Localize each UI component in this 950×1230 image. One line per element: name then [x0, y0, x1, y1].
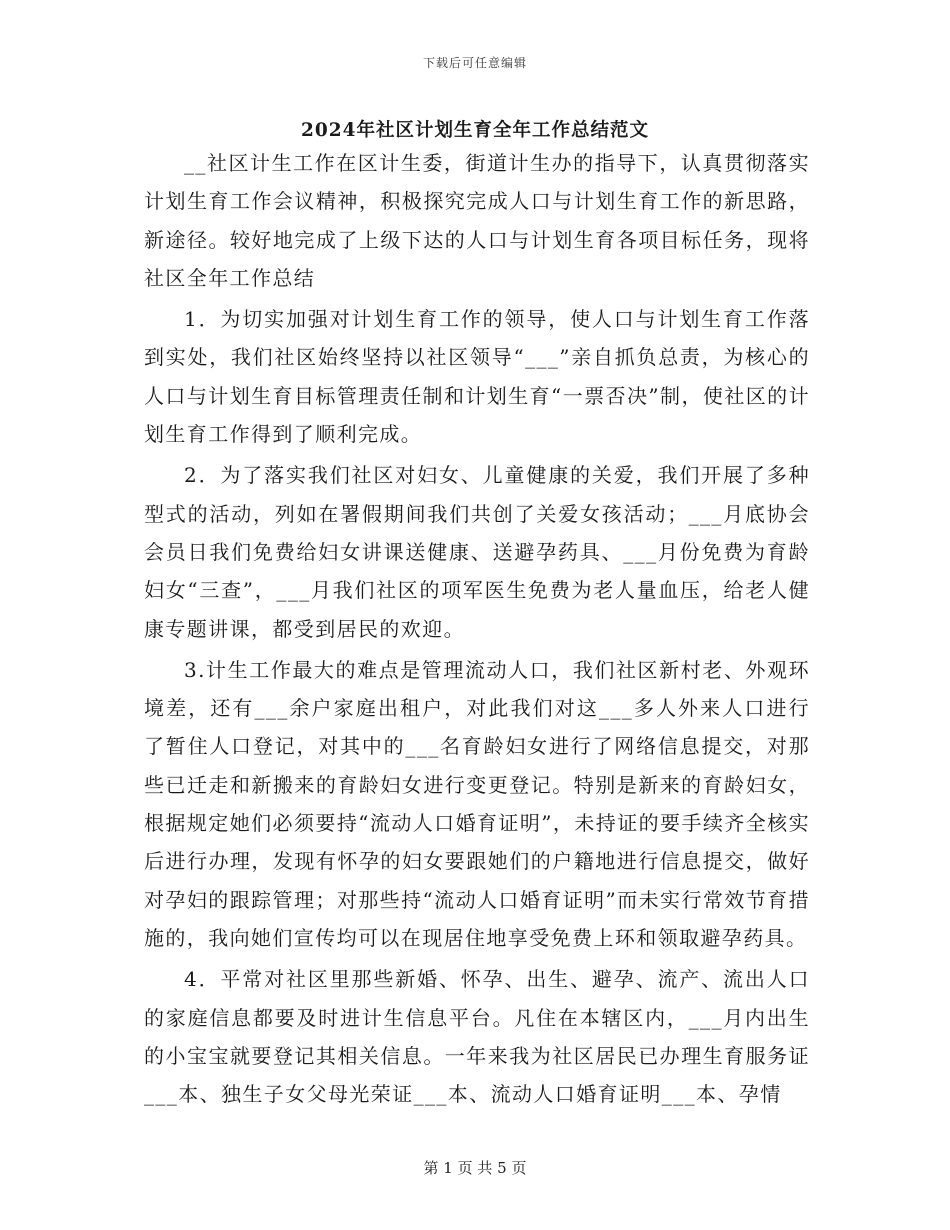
paragraph-item-2: 2．为了落实我们社区对妇女、儿童健康的关爱，我们开展了多种型式的活动，列如在署假期间我们共创了关爱女孩活动；___月底协会会员日我们免费给妇女讲课送健康、送避孕药具、___月份免费为育龄妇女“三查”，___月我们社区的项军医生免费为老人量血压，给老人健康专题讲课，都受到居民的欢迎。 — [144, 463, 810, 641]
document-body — [144, 144, 810, 1113]
page-number: 第 1 页 共 5 页 — [423, 1159, 527, 1177]
paragraph-item-1: 1．为切实加强对计划生育工作的领导，使人口与计划生育工作落到实处，我们社区始终坚持以社区领导“___”亲自抓负总责，为核心的人口与计划生育目标管理责任制和计划生育“一票否决”制，使社区的计划生育工作得到了顺利完成。 — [144, 307, 810, 447]
paragraph-intro: __社区计生工作在区计生委，街道计生办的指导下，认真贯彻落实计划生育工作会议精神，积极探究完成人口与计划生育工作的新思路，新途径。较好地完成了上级下达的人口与计划生育各项目标任务，现将社区全年工作总结 — [144, 151, 810, 290]
page-header-note: 下载后可任意编辑 — [422, 56, 527, 70]
document-title: 2024年社区计划生育全年工作总结范文 — [301, 120, 649, 141]
paragraph-item-3: 3.计生工作最大的难点是管理流动人口，我们社区新村老、外观环境差，还有___余户家庭出租户，对此我们对这___多人外来人口进行了暂住人口登记，对其中的___名育龄妇女进行了网络信息提交，对那些已迁走和新搬来的育龄妇女进行变更登记。特别是新来的育龄妇女，根据规定她们必须要持“流动人口婚育证明”，未持证的要手续齐全核实后进行办理，发现有怀孕的妇女要跟她们的户籍地进行信息提交，做好对孕妇的跟踪管理；对那些持“流动人口婚育证明”而未实行常效节育措施的，我向她们宣传均可以在现居住地享受免费上环和领取避孕药具。 — [144, 657, 810, 950]
paragraph-item-4: 4．平常对社区里那些新婚、怀孕、出生、避孕、流产、流出人口的家庭信息都要及时进计生信息平台。凡住在本辖区内，___月内出生的小宝宝就要登记其相关信息。一年来我为社区居民已办理生育服务证___本、独生子女父母光荣证___本、流动人口婚育证明___本、孕情 — [144, 967, 810, 1107]
